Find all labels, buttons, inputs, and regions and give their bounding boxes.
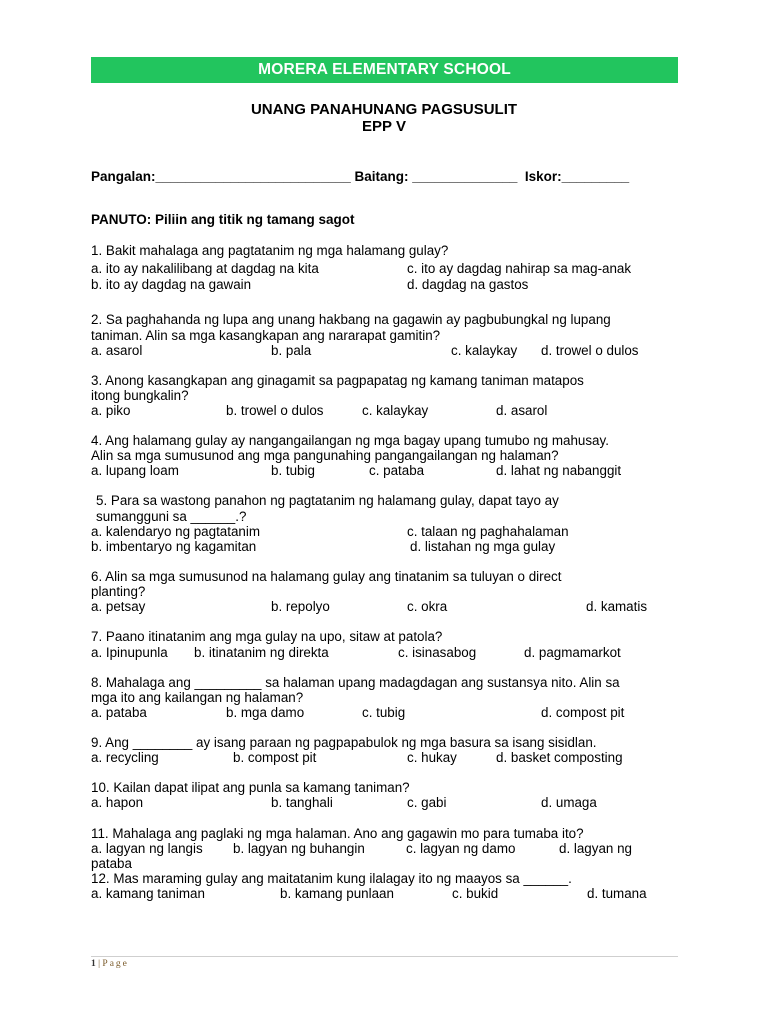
question-3-text-cont: itong bungkalin? [91, 388, 189, 403]
question-3-option-a: a. piko [91, 403, 131, 418]
question-8-option-b: b. mga damo [226, 705, 305, 720]
question-5-option-b: b. imbentaryo ng kagamitan [91, 539, 257, 554]
question-1-option-d: d. dagdag na gastos [407, 277, 529, 292]
question-5-text-cont: sumangguni sa ______.? [96, 509, 247, 524]
question-2-option-a: a. asarol [91, 343, 143, 358]
question-12-option-a: a. kamang taniman [91, 886, 205, 901]
question-5-option-d: d. listahan ng mga gulay [410, 539, 556, 554]
question-11-option-d: d. lagyan ng [559, 841, 632, 856]
question-1-option-b: b. ito ay dagdag na gawain [91, 277, 252, 292]
question-10-option-b: b. tanghali [271, 795, 333, 810]
question-4-option-d: d. lahat ng nabanggit [496, 463, 622, 478]
footer-divider [91, 956, 678, 957]
question-6-text: 6. Alin sa mga sumusunod na halamang gulay ang tinatanim sa tuluyan o direct [91, 569, 562, 584]
question-8-option-d: d. compost pit [541, 705, 625, 720]
question-4-option-c: c. pataba [369, 463, 425, 478]
question-11-option-d-cont: pataba [91, 856, 132, 871]
question-7-option-c: c. isinasabog [398, 645, 477, 660]
footer-separator: | [98, 959, 101, 969]
question-2-option-c: c. kalaykay [451, 343, 518, 358]
question-9-option-a: a. recycling [91, 750, 159, 765]
school-banner [91, 57, 678, 83]
question-8-text-cont: mga ito ang kailangan ng halaman? [91, 690, 304, 705]
question-2-option-b: b. pala [271, 343, 312, 358]
question-1-text: 1. Bakit mahalaga ang pagtatanim ng mga halamang gulay? [91, 243, 449, 258]
page-footer [91, 959, 129, 969]
question-6-text-cont: planting? [91, 584, 146, 599]
question-12-option-c: c. bukid [452, 886, 499, 901]
question-5-text: 5. Para sa wastong panahon ng pagtatanim ng halamang gulay, dapat tayo ay [96, 493, 559, 508]
question-9-option-b: b. compost pit [233, 750, 317, 765]
question-10-option-d: d. umaga [541, 795, 597, 810]
question-4-text: 4. Ang halamang gulay ay nangangailangan ng mga bagay upang tumubo ng mahusay. [91, 433, 609, 448]
question-11-option-a: a. lagyan ng langis [91, 841, 203, 856]
question-6-option-c: c. okra [407, 599, 448, 614]
question-6-option-a: a. petsay [91, 599, 146, 614]
question-12-option-b: b. kamang punlaan [280, 886, 394, 901]
question-9-option-d: d. basket composting [496, 750, 623, 765]
question-8-option-c: c. tubig [362, 705, 406, 720]
question-2-text: 2. Sa paghahanda ng lupa ang unang hakbang na gagawin ay pagbubungkal ng lupang [91, 312, 611, 327]
question-11-option-b: b. lagyan ng buhangin [233, 841, 365, 856]
question-5-option-a: a. kalendaryo ng pagtatanim [91, 524, 260, 539]
question-3-option-c: c. kalaykay [362, 403, 429, 418]
instructions: PANUTO: Piliin ang titik ng tamang sagot [91, 212, 355, 227]
question-7-option-d: d. pagmamarkot [524, 645, 621, 660]
question-7-option-b: b. itinatanim ng direkta [194, 645, 329, 660]
question-4-text-cont: Alin sa mga sumusunod ang mga pangunahing pangangailangan ng halaman? [91, 448, 559, 463]
student-info-line: Pangalan:__________________________ Baitang: ______________ Iskor:_________ [91, 169, 630, 184]
question-11-option-c: c. lagyan ng damo [406, 841, 516, 856]
question-9-text: 9. Ang ________ ay isang paraan ng pagpapabulok ng mga basura sa isang sisidlan. [91, 735, 597, 750]
page-label: Page [102, 959, 129, 969]
question-6-option-d: d. kamatis [586, 599, 648, 614]
question-12-text: 12. Mas maraming gulay ang maitatanim kung ilalagay ito ng maayos sa ______. [91, 871, 572, 886]
question-10-text: 10. Kailan dapat ilipat ang punla sa kamang taniman? [91, 780, 410, 795]
question-3-option-b: b. trowel o dulos [226, 403, 324, 418]
question-8-text: 8. Mahalaga ang _________ sa halaman upang madagdagan ang sustansya nito. Alin sa [91, 675, 620, 690]
question-1-option-c: c. ito ay dagdag nahirap sa mag-anak [407, 261, 632, 276]
question-11-text: 11. Mahalaga ang paglaki ng mga halaman. Ano ang gagawin mo para tumaba ito? [91, 826, 584, 841]
question-7-text: 7. Paano itinatanim ang mga gulay na upo, sitaw at patola? [91, 629, 443, 644]
question-5-option-c: c. talaan ng paghahalaman [407, 524, 569, 539]
question-4-option-b: b. tubig [271, 463, 315, 478]
question-2-option-d: d. trowel o dulos [541, 343, 639, 358]
question-6-option-b: b. repolyo [271, 599, 330, 614]
exam-subject: EPP V [362, 118, 406, 135]
question-3-text: 3. Anong kasangkapan ang ginagamit sa pagpapatag ng kamang taniman matapos [91, 373, 584, 388]
school-name: MORERA ELEMENTARY SCHOOL [258, 61, 511, 78]
question-3-option-d: d. asarol [496, 403, 548, 418]
question-4-option-a: a. lupang loam [91, 463, 179, 478]
question-1-option-a: a. ito ay nakalilibang at dagdag na kita [91, 261, 319, 276]
question-10-option-c: c. gabi [407, 795, 447, 810]
question-2-text-cont: taniman. Alin sa mga kasangkapan ang nararapat gamitin? [91, 328, 441, 343]
question-12-option-d: d. tumana [587, 886, 647, 901]
question-10-option-a: a. hapon [91, 795, 144, 810]
question-9-option-c: c. hukay [407, 750, 457, 765]
question-7-option-a: a. Ipinupunla [91, 645, 168, 660]
question-8-option-a: a. pataba [91, 705, 147, 720]
exam-title: UNANG PANAHUNANG PAGSUSULIT [250, 101, 518, 118]
page-number: 1 [91, 959, 96, 969]
